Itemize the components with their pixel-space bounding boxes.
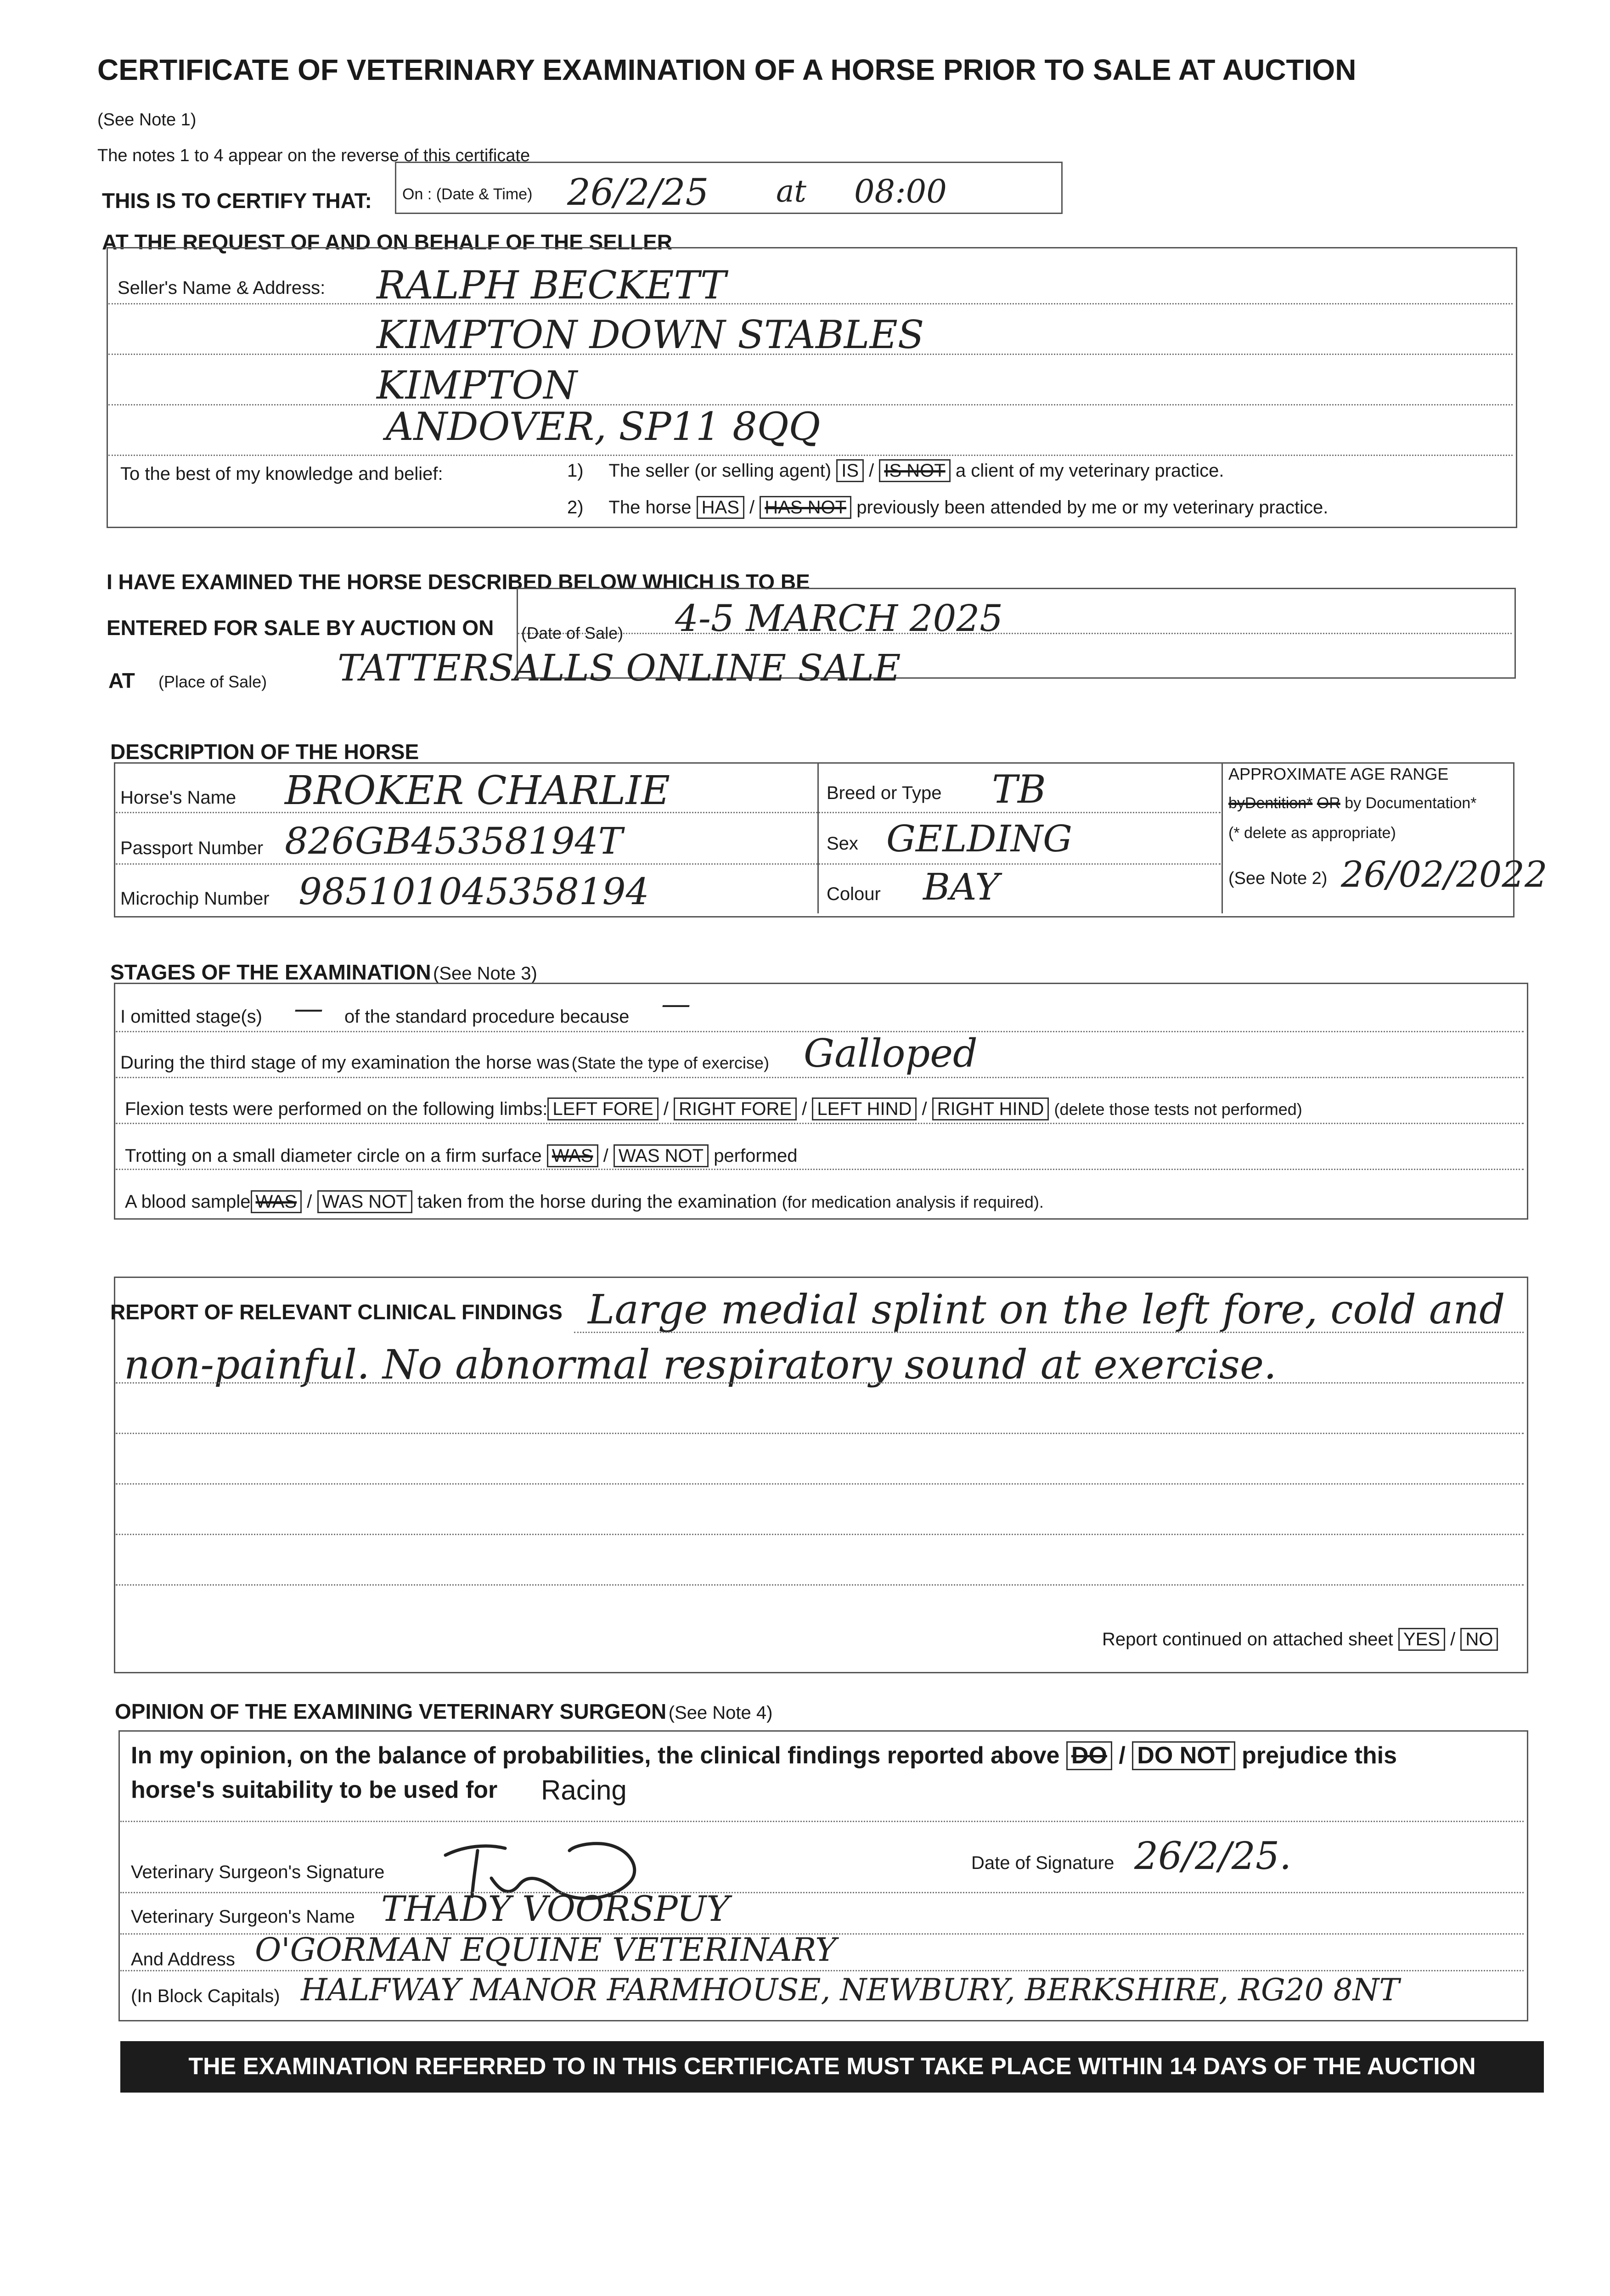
surgeon-name-label: Veterinary Surgeon's Name (131, 1907, 355, 1927)
address-label: And Address (131, 1949, 235, 1970)
seller-request-heading: AT THE REQUEST OF AND ON BEHALF OF THE SELLER (102, 230, 672, 254)
breed-value[interactable]: TB (992, 767, 1046, 812)
address-label-2: (In Block Capitals) (131, 1986, 280, 2006)
third-stage-note: (State the type of exercise) (571, 1053, 769, 1072)
seller-line-3[interactable]: KIMPTON (377, 363, 577, 408)
opinion-text-2: horse's suitability to be used for (131, 1777, 498, 1803)
date-signature-value[interactable]: 26/2/25. (1134, 1835, 1292, 1878)
age-see-note-2: (See Note 2) (1228, 869, 1328, 888)
trot-sep: / (603, 1146, 608, 1166)
sale-place-value[interactable]: TATTERSALLS ONLINE SALE (338, 647, 901, 689)
sale-at-label: AT (108, 669, 135, 692)
description-rule-2 (116, 863, 1221, 865)
report-rule-3 (116, 1433, 1524, 1434)
omitted-reason-value[interactable]: — (661, 987, 691, 1021)
horse-name-label: Horse's Name (120, 788, 236, 808)
description-heading: DESCRIPTION OF THE HORSE (110, 740, 419, 764)
age-heading: APPROXIMATE AGE RANGE (1228, 765, 1449, 783)
seller-line-rule-4 (108, 455, 1513, 456)
sex-value[interactable]: GELDING (886, 817, 1073, 860)
age-delete-note: (* delete as appropriate) (1228, 824, 1396, 842)
attended-statement (567, 496, 1328, 519)
attended-has-not-option[interactable]: HAS NOT (760, 496, 851, 519)
omitted-mid: of the standard procedure because (344, 1007, 630, 1027)
trot-was-not-option[interactable]: WAS NOT (614, 1144, 709, 1167)
report-continued-no[interactable]: NO (1460, 1628, 1498, 1651)
report-line-2[interactable]: non-painful. No abnormal respiratory sound at exercise. (124, 1341, 1277, 1388)
passport-value[interactable]: 826GB45358194T (285, 820, 623, 862)
signature-label: Veterinary Surgeon's Signature (131, 1862, 385, 1882)
report-rule-1 (574, 1332, 1524, 1333)
item2-num: 2) (567, 497, 584, 518)
description-divider-2 (1222, 764, 1223, 913)
flexion-right-hind[interactable]: RIGHT HIND (932, 1097, 1049, 1120)
age-by-documentation-option[interactable]: by Documentation* (1345, 794, 1477, 812)
knowledge-label: To the best of my knowledge and belief: (120, 464, 443, 484)
blood-was-option[interactable]: WAS (251, 1190, 302, 1213)
opinion-text-1: In my opinion, on the balance of probabilities, the clinical findings reported above (131, 1742, 1060, 1769)
age-or: OR (1317, 794, 1340, 812)
flexion-label: Flexion tests were performed on the following limbs: (125, 1099, 548, 1119)
trot-row (125, 1144, 798, 1167)
colour-label: Colour (827, 884, 881, 904)
flexion-sep-2: / (802, 1099, 807, 1119)
item2-sep: / (749, 497, 755, 518)
age-by-dentition-option[interactable]: Dentition* (1244, 794, 1313, 812)
sale-place-label: (Place of Sale) (158, 672, 267, 691)
breed-label: Breed or Type (827, 783, 942, 803)
description-divider-1 (817, 764, 819, 913)
certify-label: THIS IS TO CERTIFY THAT: (102, 189, 372, 213)
omitted-label: I omitted stage(s) (120, 1007, 263, 1027)
age-method (1228, 794, 1477, 812)
trot-post: performed (714, 1146, 798, 1166)
address-line-2[interactable]: HALFWAY MANOR FARMHOUSE, NEWBURY, BERKSHIRE, RG20 8NT (301, 1972, 1400, 2008)
omitted-stages-value[interactable]: — (294, 992, 323, 1026)
report-line-1[interactable]: Large medial splint on the left fore, cold and (588, 1286, 1505, 1333)
opinion-rule-4 (120, 1970, 1524, 1971)
flexion-note: (delete those tests not performed) (1054, 1100, 1302, 1119)
sale-box-rule (518, 633, 1512, 634)
flexion-sep-3: / (922, 1099, 927, 1119)
item2-text: The horse (608, 497, 692, 518)
seller-line-rule-1 (108, 303, 1513, 304)
attended-has-option[interactable]: HAS (697, 496, 744, 519)
item1-num: 1) (567, 461, 584, 481)
stages-rule-3 (116, 1123, 1524, 1124)
opinion-heading (115, 1699, 772, 1724)
opinion-rule-2 (120, 1892, 1524, 1893)
flexion-sep-1: / (663, 1099, 669, 1119)
stages-heading (110, 960, 537, 985)
blood-post: taken from the horse during the examination (417, 1192, 777, 1212)
sale-heading-1: I HAVE EXAMINED THE HORSE DESCRIBED BELOW WHICH IS TO BE (107, 570, 810, 594)
seller-line-2[interactable]: KIMPTON DOWN STABLES (377, 312, 924, 357)
seller-name-label: Seller's Name & Address: (118, 278, 326, 298)
client-is-not-option[interactable]: IS NOT (879, 459, 950, 482)
stages-heading-note: (See Note 3) (433, 963, 537, 984)
blood-label: A blood sample (125, 1192, 251, 1212)
microchip-value[interactable]: 985101045358194 (298, 870, 649, 913)
certify-time-value[interactable]: 08:00 (854, 173, 947, 210)
flexion-row (125, 1097, 1302, 1120)
report-heading: REPORT OF RELEVANT CLINICAL FINDINGS (110, 1300, 563, 1324)
report-continued-sep: / (1450, 1629, 1456, 1649)
opinion-heading-note: (See Note 4) (668, 1703, 773, 1723)
third-stage-label: During the third stage of my examination the horse was (120, 1052, 570, 1073)
report-continued-yes[interactable]: YES (1398, 1628, 1445, 1651)
blood-was-not-option[interactable]: WAS NOT (317, 1190, 412, 1213)
opinion-do-not-option[interactable]: DO NOT (1132, 1741, 1235, 1770)
opinion-do-option[interactable]: DO (1066, 1741, 1112, 1770)
flexion-left-hind[interactable]: LEFT HIND (812, 1097, 917, 1120)
seller-line-4[interactable]: ANDOVER, SP11 8QQ (386, 404, 821, 449)
certify-date-value[interactable]: 26/2/25 (567, 171, 709, 214)
page-title: CERTIFICATE OF VETERINARY EXAMINATION OF A HORSE PRIOR TO SALE AT AUCTION (97, 53, 1357, 86)
item1-sep: / (869, 461, 874, 481)
trot-was-option[interactable]: WAS (547, 1144, 598, 1167)
see-note-1: (See Note 1) (97, 110, 197, 129)
report-continued-row (1102, 1628, 1498, 1651)
stages-heading-text: STAGES OF THE EXAMINATION (110, 960, 431, 984)
age-by-dentition-by[interactable]: by (1228, 794, 1245, 812)
opinion-rule-1 (120, 1821, 1524, 1822)
sale-date-label: (Date of Sale) (521, 624, 624, 642)
passport-label: Passport Number (120, 838, 264, 858)
third-stage-value[interactable]: Galloped (804, 1031, 978, 1076)
sale-heading-2: ENTERED FOR SALE BY AUCTION ON (107, 616, 494, 640)
seller-line-1[interactable]: RALPH BECKETT (377, 263, 726, 308)
opinion-text-1-row (131, 1741, 1397, 1770)
item1-text: The seller (or selling agent) (608, 461, 832, 481)
report-rule-2 (116, 1382, 1524, 1384)
trot-label: Trotting on a small diameter circle on a firm surface (125, 1146, 542, 1166)
report-continued-label: Report continued on attached sheet (1102, 1629, 1393, 1649)
report-rule-5 (116, 1534, 1524, 1535)
opinion-sep: / (1119, 1742, 1126, 1769)
opinion-text-1-post: prejudice this (1241, 1742, 1397, 1769)
microchip-label: Microchip Number (120, 889, 270, 909)
item1-post: a client of my veterinary practice. (955, 461, 1224, 481)
seller-line-rule-2 (108, 354, 1513, 355)
sale-date-value[interactable]: 4-5 MARCH 2025 (675, 597, 1003, 640)
blood-sep: / (307, 1192, 312, 1212)
client-is-option[interactable]: IS (836, 459, 864, 482)
flexion-right-fore[interactable]: RIGHT FORE (674, 1097, 797, 1120)
sex-label: Sex (827, 833, 858, 854)
certify-at: at (776, 174, 806, 209)
third-stage-row (120, 1052, 769, 1073)
horse-name-value[interactable]: BROKER CHARLIE (285, 768, 670, 814)
address-line-1[interactable]: O'GORMAN EQUINE VETERINARY (255, 1931, 837, 1969)
date-signature-label: Date of Signature (971, 1853, 1115, 1873)
item2-post: previously been attended by me or my veterinary practice. (856, 497, 1329, 518)
stages-rule-4 (116, 1169, 1524, 1170)
report-rule-4 (116, 1483, 1524, 1485)
surgeon-name-value[interactable]: THADY VOORSPUY (381, 1888, 730, 1929)
report-box (114, 1277, 1528, 1673)
opinion-heading-text: OPINION OF THE EXAMINING VETERINARY SURGEON (115, 1699, 667, 1723)
notes-line: The notes 1 to 4 appear on the reverse of this certificate (97, 146, 530, 165)
report-rule-6 (116, 1584, 1524, 1586)
opinion-use-value[interactable]: Racing (541, 1775, 627, 1806)
blood-note: (for medication analysis if required). (782, 1193, 1044, 1211)
client-statement (567, 459, 1224, 482)
certify-on-label: On : (Date & Time) (402, 186, 533, 203)
blood-row (125, 1190, 1044, 1213)
colour-value[interactable]: BAY (923, 866, 1000, 908)
flexion-left-fore[interactable]: LEFT FORE (547, 1097, 658, 1120)
stages-rule-2 (116, 1077, 1524, 1078)
footer-banner-text: THE EXAMINATION REFERRED TO IN THIS CERTIFICATE MUST TAKE PLACE WITHIN 14 DAYS OF THE AUCTION (188, 2053, 1476, 2080)
age-value[interactable]: 26/02/2022 (1341, 854, 1548, 895)
